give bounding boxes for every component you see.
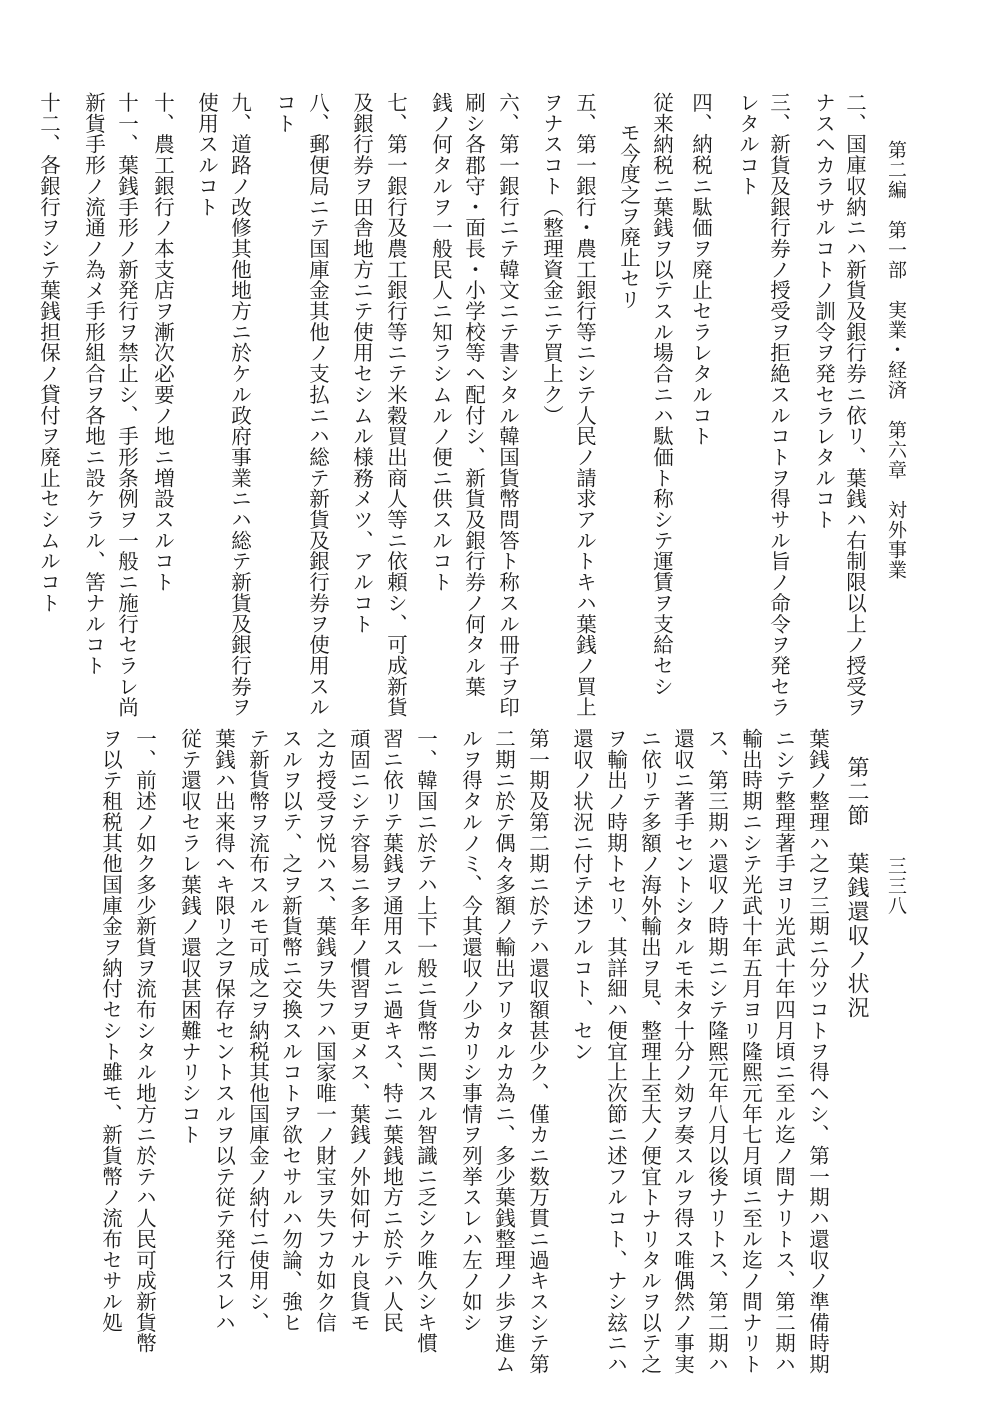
text-column: 八、郵便局ニテ国庫金其他ノ支払ニハ総テ新貨及銀行券ヲ使用スル bbox=[305, 92, 330, 718]
text-column: 刷シ各郡守・面長・小学校等ヘ配付シ、新貨及銀行券ノ何タル葉 bbox=[461, 92, 486, 697]
text-column: 四、納税ニ駄価ヲ廃止セラレタルコト bbox=[688, 92, 713, 447]
text-column: 使用スルコト bbox=[194, 92, 219, 218]
text-column: ス、第三期ハ還収ノ時期ニシテ隆熙元年八月以後ナリトス、第二期ハ bbox=[704, 728, 729, 1375]
text-column: 新貨手形ノ流通ノ為メ手形組合ヲ各地ニ設ケラル、筈ナルコト bbox=[81, 92, 106, 676]
text-column: ヲ以テ租税其他国庫金ヲ納付セシト雖モ、新貨幣ノ流布セサル処 bbox=[98, 728, 123, 1333]
text-column: 五、第一銀行・農工銀行等ニシテ人民ノ請求アルトキハ葉銭ノ買上 bbox=[572, 92, 597, 718]
text-column: 二、国庫収納ニハ新貨及銀行券ニ依リ、葉銭ハ右制限以上ノ授受ヲ bbox=[842, 92, 867, 718]
text-column: 銭ノ何タルヲ一般民人ニ知ラシムルノ便ニ供スルコト bbox=[428, 92, 453, 593]
text-column: ニ依リテ多額ノ海外輸出ヲ見、整理上至大ノ便宜トナリタルヲ以テ之 bbox=[637, 728, 662, 1375]
text-column: レタルコト bbox=[735, 92, 760, 197]
text-column: 三、新貨及銀行券ノ授受ヲ拒絶スルコトヲ得サル旨ノ命令ヲ発セラ bbox=[766, 92, 791, 718]
text-column: 十、農工銀行ノ本支店ヲ漸次必要ノ地ニ増設スルコト bbox=[150, 92, 175, 593]
text-column: 一、前述ノ如ク多少新貨ヲ流布シタル地方ニ於テハ人民可成新貨幣 bbox=[132, 728, 157, 1354]
text-column: 十二、各銀行ヲシテ葉銭担保ノ貸付ヲ廃止セシムルコト bbox=[36, 92, 61, 614]
text-column: モ今度之ヲ廃止セリ bbox=[616, 122, 641, 310]
text-column: ニシテ整理著手ヨリ光武十年四月頃ニ至ル迄ノ間ナリトス、第二期ハ bbox=[771, 728, 796, 1375]
text-column: スルヲ以テ、之ヲ新貨幣ニ交換スルコトヲ欲セサルハ勿論、強ヒ bbox=[278, 728, 303, 1333]
text-column: 二期ニ於テ偶々多額ノ輸出アリタルカ為ニ、多少葉銭整理ノ歩ヲ進ム bbox=[491, 728, 516, 1375]
text-column: 第一期及第二期ニ於テハ還収額甚少ク、僅カニ数万貫ニ過キスシテ第 bbox=[525, 728, 550, 1375]
text-column: 九、道路ノ改修其他地方ニ於ケル政府事業ニハ総テ新貨及銀行券ヲ bbox=[227, 92, 252, 718]
text-column: 六、第一銀行ニテ韓文ニテ書シタル韓国貨幣問答ト称スル冊子ヲ印 bbox=[495, 92, 520, 718]
text-column: 従来納税ニ葉銭ヲ以テスル場合ニハ駄価ト称シテ運賃ヲ支給セシ bbox=[649, 92, 674, 697]
text-column: テ新貨幣ヲ流布スルモ可成之ヲ納税其他国庫金ノ納付ニ使用シ、 bbox=[245, 728, 270, 1333]
text-column: ルヲ得タルノミ、今其還収ノ少カリシ事情ヲ列挙スレハ左ノ如シ bbox=[458, 728, 483, 1333]
text-column: 葉銭ノ整理ハ之ヲ三期ニ分ツコトヲ得ヘシ、第一期ハ還収ノ準備時期 bbox=[805, 728, 830, 1375]
running-head: 第二編 第一部 実業・経済 第六章 対外事業 bbox=[885, 140, 907, 580]
text-column: 及銀行券ヲ田舎地方ニテ使用セシムル様務メツ、アルコト bbox=[349, 92, 374, 635]
section-title: 第二節 葉銭還収ノ状況 bbox=[844, 756, 869, 1020]
text-column: ナスヘカラサルコトノ訓令ヲ発セラレタルコト bbox=[811, 92, 836, 530]
text-column: 十一、葉銭手形ノ新発行ヲ禁止シ、手形条例ヲ一般ニ施行セラレ尚 bbox=[114, 92, 139, 718]
text-column: 輸出時期ニシテ光武十年五月ヨリ隆熙元年七月頃ニ至ル迄ノ間ナリト bbox=[738, 728, 763, 1375]
text-column: ヲ輸出ノ時期トセリ、其詳細ハ便宜上次節ニ述フルコト、ナシ玆ニハ bbox=[603, 728, 628, 1375]
text-column: 之カ授受ヲ悦ハス、葉銭ヲ失フハ国家唯一ノ財宝ヲ失フカ如ク信 bbox=[312, 728, 337, 1333]
text-column: 還収ノ状況ニ付テ述フルコト、セン bbox=[569, 728, 594, 1062]
text-column: 葉銭ハ出来得ヘキ限リ之ヲ保存セントスルヲ以テ従テ発行スレハ bbox=[211, 728, 236, 1333]
text-column: 七、第一銀行及農工銀行等ニテ米穀買出商人等ニ依頼シ、可成新貨 bbox=[383, 92, 408, 718]
page-number: 三三八 bbox=[885, 856, 907, 916]
text-column: ヲナスコト（整理資金ニテ買上ク） bbox=[539, 92, 564, 426]
text-column: 習ニ依リテ葉銭ヲ通用スルニ過キス、特ニ葉銭地方ニ於テハ人民 bbox=[379, 728, 404, 1333]
text-column: 還収ニ著手セントシタルモ未タ十分ノ効ヲ奏スルヲ得ス唯偶然ノ事実 bbox=[670, 728, 695, 1375]
text-column: コト bbox=[272, 92, 297, 134]
text-column: 頑固ニシテ容易ニ多年ノ慣習ヲ更メス、葉銭ノ外如何ナル良貨モ bbox=[346, 728, 371, 1333]
text-column: 一、韓国ニ於テハ上下一般ニ貨幣ニ関スル智識ニ乏シク唯久シキ慣 bbox=[413, 728, 438, 1354]
text-column: 従テ還収セラレ葉銭ノ還収甚困難ナリシコト bbox=[177, 728, 202, 1145]
